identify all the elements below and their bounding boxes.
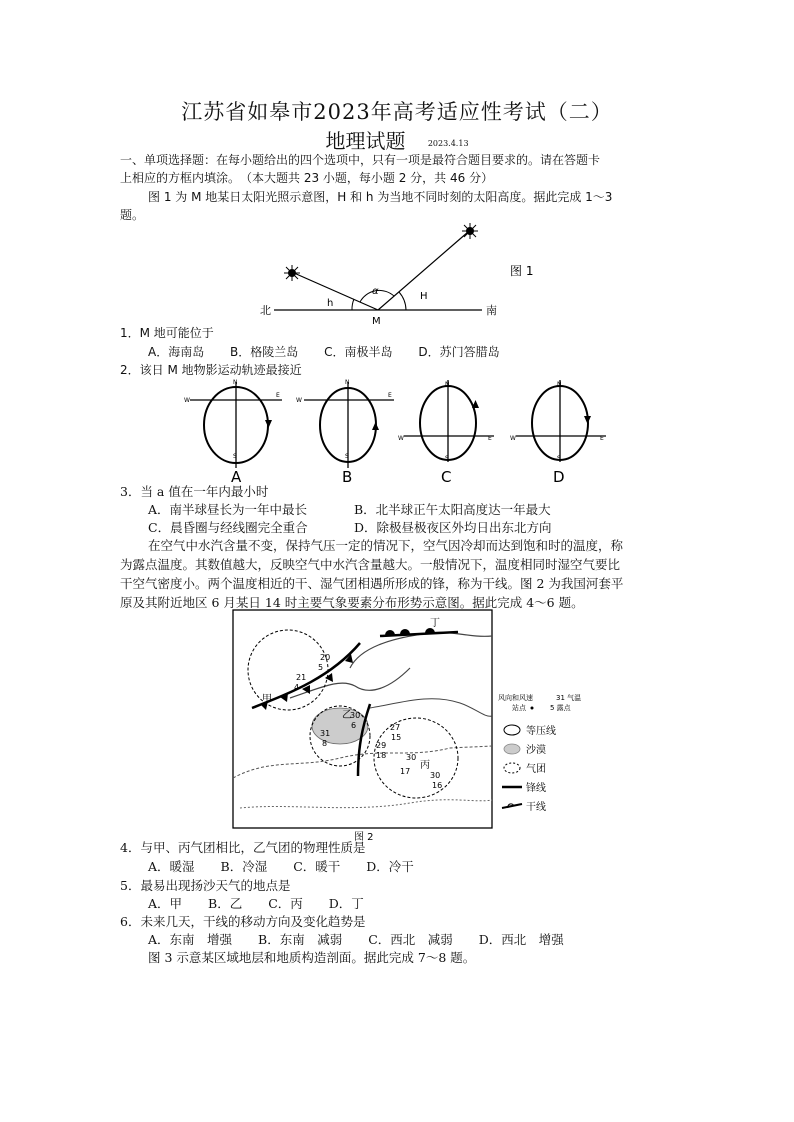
intro3-line1: 图 3 示意某区域地层和地质构造剖面。据此完成 7～8 题。 [148,950,476,965]
svg-text:8: 8 [322,739,328,748]
svg-text:18: 18 [376,751,387,760]
q1-option-d[interactable]: D．苏门答腊岛 [418,345,500,359]
q2-shadow-diagrams [176,378,626,486]
diagram-b [296,379,394,486]
q6-stem: 6．未来几天，干线的移动方向及变化趋势是 [120,914,366,929]
angle-h-arc [352,299,354,310]
place-bing: 丙 [420,760,430,771]
svg-text:27: 27 [390,723,401,732]
svg-text:E: E [276,392,280,399]
place-yi: 乙 [342,710,352,721]
sun-icon-left [284,265,300,281]
svg-text:W: W [398,435,404,442]
place-jia: 甲 [262,694,272,705]
q4-option-a[interactable]: A．暖湿 [148,859,195,874]
q5-option-a[interactable]: A．甲 [148,896,183,911]
svg-text:W: W [510,435,516,442]
svg-text:风向和风速: 风向和风速 [498,694,533,702]
q3-option-a[interactable]: A．南半球昼长为一年中最长 [148,502,308,517]
svg-text:29: 29 [376,741,387,750]
svg-text:干线: 干线 [526,802,546,813]
svg-text:30: 30 [430,771,441,780]
north-label: 北 [260,304,271,317]
svg-text:16: 16 [432,781,443,790]
q1-stem: 1．M 地可能位于 [120,326,214,340]
svg-text:气团: 气团 [526,764,546,775]
intro2-line3: 干空气密度小。两个温度相近的干、湿气团相遇所形成的锋，称为干线。图 2 为我国河套平 [120,576,624,591]
angle-H-arc [399,292,406,310]
svg-text:S: S [233,453,237,460]
section-heading-line2: 上相应的方框内填涂。 （本大题共 23 小题，每小题 2 分，共 46 分） [120,171,494,185]
svg-text:4: 4 [294,683,300,692]
svg-text:站点: 站点 [512,704,526,712]
svg-text:15: 15 [391,733,402,742]
sun-ray-h [294,273,378,310]
q1-option-a[interactable]: A．海南岛 [148,345,205,359]
q2-stem: 2．该日 M 地物影运动轨迹最接近 [120,363,302,377]
svg-text:N: N [233,379,238,386]
q1-option-c[interactable]: C．南极半岛 [324,345,393,359]
svg-text:S: S [345,453,349,460]
q3-stem: 3．当 a 值在一年内最小时 [120,484,269,499]
svg-text:W: W [184,397,190,404]
svg-text:W: W [296,397,302,404]
figure-1-label: 图 1 [510,264,534,278]
svg-text:20: 20 [320,653,331,662]
svg-text:31 气温: 31 气温 [556,694,582,702]
svg-text:5 露点: 5 露点 [550,704,571,712]
q4-stem: 4．与甲、丙气团相比，乙气团的物理性质是 [120,840,366,855]
option-c-letter: C [441,468,452,486]
figure-2-label: 图 2 [354,832,374,843]
figure-2-weather-map [230,608,610,844]
svg-text:S: S [557,455,561,462]
svg-text:沙漠: 沙漠 [526,745,546,756]
q6-option-b[interactable]: B．东南 减弱 [258,932,343,947]
h-label: h [327,298,334,309]
diagram-a [184,379,282,486]
q3-options-row1 [148,500,708,520]
diagram-c [398,380,494,486]
airmass-jia [248,630,331,710]
south-label: 南 [486,304,497,317]
exam-date: 2023.4.13 [427,139,469,148]
q6-option-d[interactable]: D．西北 增强 [478,932,564,947]
q5-option-d[interactable]: D．丁 [328,896,364,911]
q4-option-d[interactable]: D．冷干 [366,859,414,874]
section-heading-line1: 一、单项选择题：在每小题给出的四个选项中，只有一项是最符合题目要求的。请在答题卡 [120,153,601,167]
svg-text:5: 5 [318,663,324,672]
svg-text:锋线: 锋线 [526,783,546,794]
svg-text:等压线: 等压线 [526,726,556,737]
option-d-letter: D [553,468,565,486]
q5-stem: 5．最易出现扬沙天气的地点是 [120,878,291,893]
q6-option-a[interactable]: A．东南 增强 [148,932,233,947]
svg-text:21: 21 [296,673,307,682]
svg-text:30: 30 [406,753,417,762]
intro2-line2: 为露点温度。其数值越大，反映空气中水汽含量越大。一般情况下，温度相同时湿空气要比 [120,557,621,572]
exam-title: 江苏省如皋市2023年高考适应性考试（二） [181,100,613,124]
H-label: H [420,291,428,302]
svg-text:30: 30 [350,711,361,720]
option-a-letter: A [231,468,242,486]
alpha-label: α [372,286,379,297]
svg-text:E: E [600,435,604,442]
svg-text:S: S [445,455,449,462]
q5-option-c[interactable]: C．丙 [268,896,303,911]
q3-options-row2 [148,518,708,538]
diagram-d [510,380,606,486]
svg-text:N: N [557,381,562,388]
svg-text:E: E [388,392,392,399]
sun-icon-right [462,223,478,239]
svg-text:17: 17 [400,767,411,776]
q6-options [148,930,708,950]
svg-text:N: N [445,381,450,388]
figure-2-legend [498,693,581,813]
intro2-line4: 原及其附近地区 6 月某日 14 时主要气象要素分布形势示意图。据此完成 4～6 题。 [120,595,584,610]
q6-option-c[interactable]: C．西北 减弱 [368,932,453,947]
q3-option-c[interactable]: C．晨昏圈与经线圈完全重合 [148,520,308,535]
place-ding: 丁 [430,618,440,629]
q1-options [148,342,708,362]
q4-option-c[interactable]: C．暖干 [293,859,341,874]
svg-text:E: E [488,435,492,442]
q5-options [148,894,708,914]
point-M-label: M [372,316,381,327]
intro1-line1: 图 1 为 M 地某日太阳光照示意图，H 和 h 为当地不同时刻的太阳高度。据此完成 1～3 [148,190,613,204]
figure-1-sun-diagram [240,218,540,330]
q4-options [148,857,708,877]
q4-option-b[interactable]: B．冷湿 [220,859,268,874]
option-b-letter: B [342,468,353,486]
svg-text:N: N [345,379,350,386]
q5-option-b[interactable]: B．乙 [208,896,243,911]
svg-text:31: 31 [320,729,331,738]
svg-text:6: 6 [351,721,357,730]
intro1-line2: 题。 [120,208,145,222]
q3-option-d[interactable]: D．除极昼极夜区外均日出东北方向 [353,520,552,535]
subject-name: 地理试题 [325,129,406,153]
q3-option-b[interactable]: B．北半球正午太阳高度达一年最大 [353,502,551,517]
intro2-line1: 在空气中水汽含量不变，保持气压一定的情况下，空气因冷却而达到饱和时的温度，称 [148,538,624,553]
q1-option-b[interactable]: B．格陵兰岛 [230,345,299,359]
